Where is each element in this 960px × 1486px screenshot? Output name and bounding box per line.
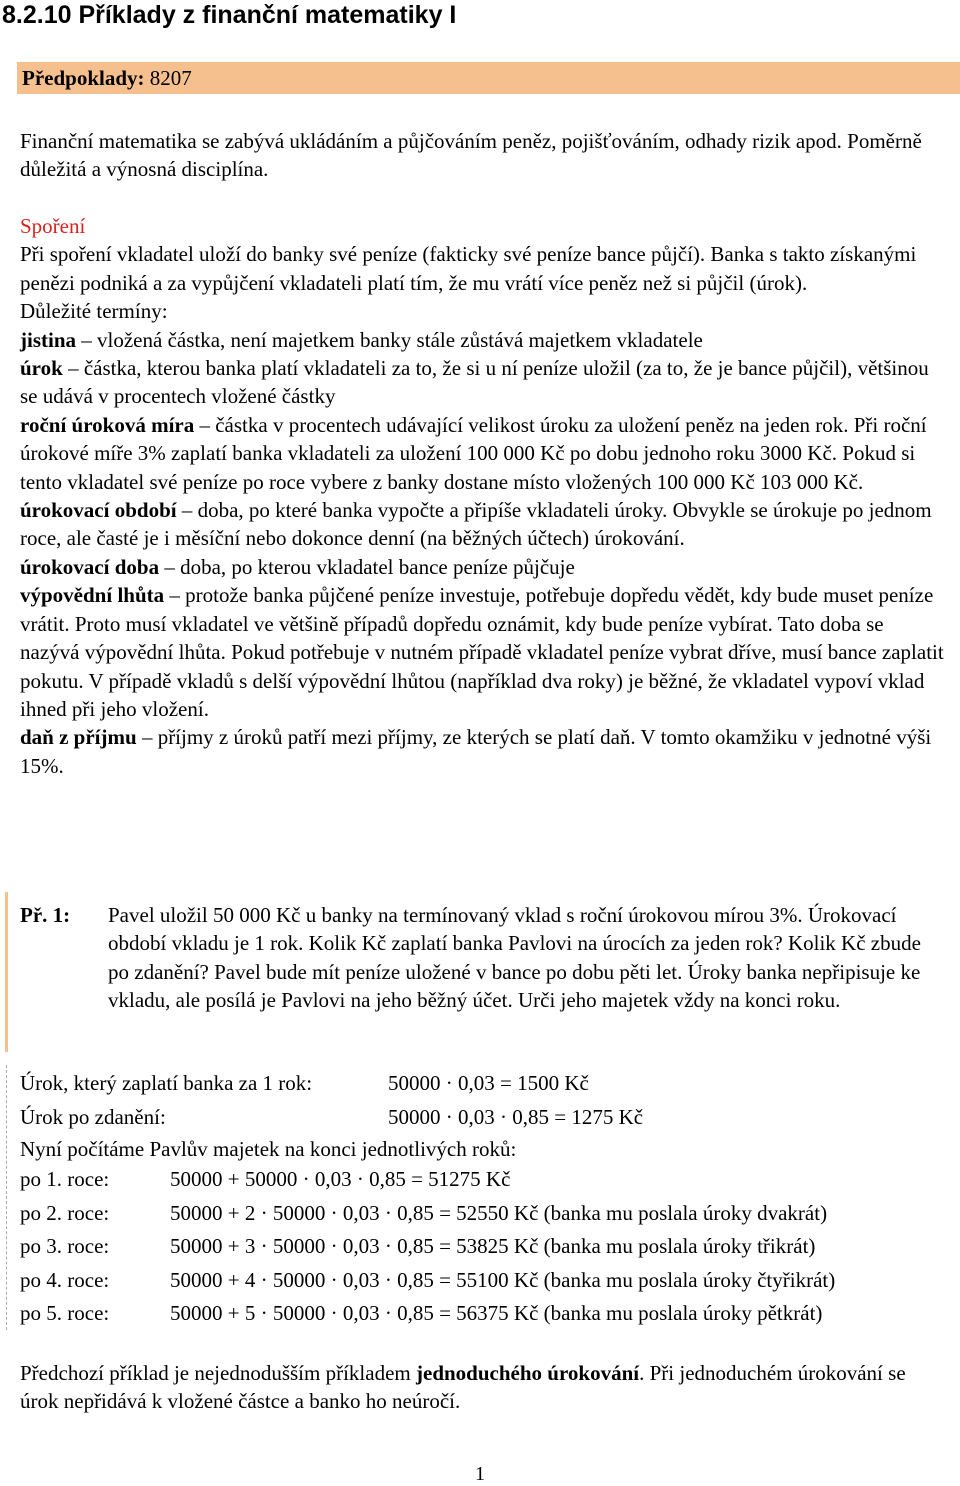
year-label: po 4. roce: — [20, 1268, 110, 1292]
solution-intro: Nyní počítáme Pavlův majetek na konci jednotlivých roků: — [20, 1137, 517, 1161]
term-name: výpovědní lhůta — [20, 583, 165, 608]
year-label: po 1. roce: — [20, 1167, 110, 1191]
solution-marker — [6, 1065, 7, 1330]
terms-heading: Důležité termíny: — [20, 299, 168, 324]
year-label: po 3. roce: — [20, 1234, 110, 1258]
year-row — [20, 1299, 823, 1327]
term-description: – doba, po které banka vypočte a připíše vkladateli úroky. Obvykle se úrokuje po jednom roce, ale časté je i měsíční nebo dokonce denní (na běžných účtech) úrokování. — [20, 498, 932, 551]
term-entry — [20, 326, 945, 354]
prerequisites — [22, 65, 192, 91]
conclusion-keyword: jednoduchého úrokování — [416, 1361, 640, 1385]
term-entry — [20, 553, 945, 581]
saving-paragraph: Při spoření vkladatel uloží do banky své peníze (fakticky své peníze bance půjčí). Banka s takto získanými penězi podniká a za vypůjčení vkladateli platí tím, že mu vrátí více peněz než si půjčil (úrok). — [20, 242, 917, 295]
term-description: – protože banka půjčené peníze investuje, potřebuje dopředu vědět, kdy bude muset peníze vrátit. Proto musí vkladatel ve většině případů dopředu oznámit, kdy bude peníze vybírat. Tato doba se nazývá výpovědní lhůta. Pokud potřebuje v nutném případě vkladatel peníze vybrat dříve, musí bance zaplatit pokutu. V případě vkladů s delší výpovědní lhůtou (například dva roky) je běžné, že vkladatel vypoví vklad ihned při jeho vložení. — [20, 583, 944, 721]
term-description: – příjmy z úroků patří mezi příjmy, ze kterých se platí daň. V tomto okamžiku v jednotné výši 15%. — [20, 725, 932, 778]
year-row — [20, 1232, 816, 1260]
year-label: po 2. roce: — [20, 1201, 110, 1225]
term-entry — [20, 723, 945, 780]
year-row — [20, 1266, 836, 1294]
year-formula-value: 50000 + 50000 · 0,03 · 0,85 = 51275 Kč — [170, 1167, 511, 1191]
year-note: (banka mu poslala úroky třikrát) — [538, 1234, 816, 1258]
term-name: jistina — [20, 327, 77, 352]
prerequisites-bar — [17, 62, 960, 94]
solution-label: Úrok po zdanění: — [20, 1105, 166, 1129]
conclusion-paragraph — [20, 1359, 945, 1416]
term-name: úrokovací období — [20, 498, 177, 523]
conclusion-text: . Při jednoduchém úrokování se úrok nepřidává k vložené částce a banko ho neúročí. — [20, 1361, 906, 1414]
prerequisites-value: 8207 — [144, 66, 192, 90]
year-note: (banka mu poslala úroky pětkrát) — [538, 1301, 823, 1325]
term-name: daň z příjmu — [20, 725, 137, 750]
solution-row — [20, 1069, 589, 1097]
page-title: 8.2.10 Příklady z finanční matematiky I — [2, 1, 457, 29]
term-name: úrok — [20, 356, 63, 381]
year-formula-value: 50000 + 4 · 50000 · 0,03 · 0,85 = 55100 Kč — [170, 1268, 539, 1292]
solution-formula: 50000 · 0,03 = 1500 Kč — [388, 1071, 589, 1095]
term-description: – částka v procentech udávající velikost úroku za uložení peněz na jeden rok. Při roční úrokové míře 3% zaplatí banka vkladateli za uložení 100 000 Kč po dobu jednoho roku 3000 Kč. Pokud si tento vkladatel své peníze po roce vybere z banky dostane místo vložených 100 000 Kč 103 000 Kč. — [20, 412, 927, 494]
year-note: (banka mu poslala úroky dvakrát) — [538, 1201, 828, 1225]
solution-row — [20, 1103, 644, 1131]
example-text: Pavel uložil 50 000 Kč u banky na termínovaný vklad s roční úrokovou mírou 3%. Úrokovací období vkladu je 1 rok. Kolik Kč zaplatí banka Pavlovi na úrocích za jeden rok? Kolik Kč zbude po zdanění? Pavel bude mít peníze uložené v bance po dobu pěti let. Úroky banka nepřipisuje ke vkladu, ale posílá je Pavlovi na jeho běžný účet. Urči jeho majetek vždy na konci roku. — [108, 903, 921, 1013]
term-name: úrokovací doba — [20, 554, 160, 579]
year-formula — [170, 1299, 822, 1327]
year-formula-value: 50000 + 3 · 50000 · 0,03 · 0,85 = 53825 Kč — [170, 1234, 539, 1258]
term-entry — [20, 411, 945, 496]
intro-section — [20, 127, 945, 184]
prerequisites-label: Předpoklady: — [22, 66, 145, 90]
page-number: 1 — [475, 1463, 485, 1485]
year-row — [20, 1199, 828, 1227]
year-note: (banka mu poslala úroky čtyřikrát) — [538, 1268, 836, 1292]
solution-formula: 50000 · 0,03 · 0,85 = 1275 Kč — [388, 1105, 644, 1129]
year-formula — [170, 1199, 827, 1227]
term-entry — [20, 581, 945, 723]
intro-paragraph: Finanční matematika se zabývá ukládáním a půjčováním peněz, pojišťováním, odhady rizik apod. Poměrně důležitá a výnosná disciplína. — [20, 129, 922, 182]
year-formula-value: 50000 + 5 · 50000 · 0,03 · 0,85 = 56375 Kč — [170, 1301, 539, 1325]
solution-label: Úrok, který zaplatí banka za 1 rok: — [20, 1071, 313, 1095]
term-name: roční úroková míra — [20, 412, 195, 437]
term-description: – částka, kterou banka platí vkladateli za to, že si u ní peníze uložil (za to, že je bance půjčil), většinou se udává v procentech vložené částky — [20, 356, 929, 409]
saving-section — [20, 212, 945, 780]
term-description: – vložená částka, není majetkem banky stále zůstává majetkem vkladatele — [76, 327, 703, 352]
example-marker — [5, 892, 8, 1052]
year-label: po 5. roce: — [20, 1301, 110, 1325]
saving-heading: Spoření — [20, 214, 86, 238]
year-formula — [170, 1266, 835, 1294]
year-formula — [170, 1165, 510, 1193]
terms-list — [20, 326, 945, 781]
conclusion-text: Předchozí příklad je nejednodušším příkladem — [20, 1361, 416, 1385]
term-entry — [20, 354, 945, 411]
term-entry — [20, 496, 945, 553]
conclusion — [20, 1359, 945, 1416]
year-formula — [170, 1232, 815, 1260]
year-row — [20, 1165, 511, 1193]
year-formula-value: 50000 + 2 · 50000 · 0,03 · 0,85 = 52550 Kč — [170, 1201, 539, 1225]
example-label: Př. 1: — [20, 903, 71, 927]
term-description: – doba, po kterou vkladatel bance peníze půjčuje — [159, 554, 575, 579]
